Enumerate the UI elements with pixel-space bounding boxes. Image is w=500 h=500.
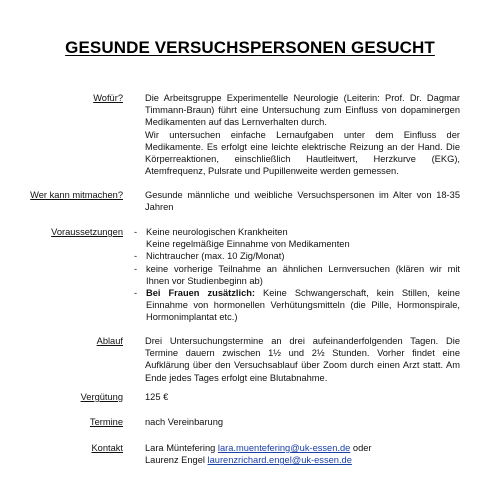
list-item bbox=[134, 263, 460, 287]
req-women-text: Keine Schwangerschaft, kein Stillen, keine Einnahme von hormonellen Verhütungsmitteln (die Pille, Hormonspirale, Hormonimplantat etc.) bbox=[146, 288, 460, 323]
list-item bbox=[134, 226, 460, 250]
content-ablauf: Drei Untersuchungstermine an drei aufeinanderfolgenden Tagen. Die Termine dauern zwischen 1½ und 2½ Stunden. Vorher findet eine Aufklärung über den Versuchsablauf über Zoom durch einen Arzt statt. Am Ende jedes Tages erfolgt eine Blutabnahme. bbox=[145, 336, 460, 383]
content-kontakt bbox=[145, 442, 460, 466]
req-no-neuro: Keine neurologischen Krankheiten bbox=[146, 227, 288, 237]
voraussetzungen-list bbox=[134, 226, 460, 324]
page-title: GESUNDE VERSUCHSPERSONEN GESUCHT bbox=[65, 38, 435, 57]
bullet-dash: - bbox=[134, 288, 138, 299]
bullet-dash: - bbox=[134, 251, 138, 262]
label-wer: Wer kann mitmachen? bbox=[30, 190, 123, 200]
content-termine: nach Vereinbarung bbox=[145, 417, 224, 427]
wofuer-paragraph-1: Die Arbeitsgruppe Experimentelle Neurologie (Leiterin: Prof. Dr. Dagmar Timmann-Braun) führt eine Untersuchung zum Einfluss von dopaminergen Medikamenten auf das Lernverhalten durch. bbox=[145, 93, 460, 128]
label-wofuer: Wofür? bbox=[93, 93, 123, 103]
bullet-dash: - bbox=[134, 227, 138, 237]
label-ablauf: Ablauf bbox=[96, 336, 123, 346]
contact-oder: oder bbox=[350, 443, 372, 453]
req-nonsmoker: Nichtraucher (max. 10 Zig/Monat) bbox=[146, 251, 285, 262]
content-wofuer bbox=[145, 92, 460, 177]
content-wer: Gesunde männliche und weibliche Versuchspersonen im Alter von 18-35 Jahren bbox=[145, 190, 460, 213]
label-verguetung: Vergütung bbox=[80, 392, 123, 402]
label-termine: Termine bbox=[89, 417, 123, 427]
list-item bbox=[134, 287, 460, 324]
req-no-meds: Keine regelmäßige Einnahme von Medikamenten bbox=[146, 239, 350, 250]
contact-name-1: Lara Müntefering bbox=[145, 443, 218, 453]
list-item bbox=[134, 250, 460, 262]
req-women-label: Bei Frauen zusätzlich: bbox=[146, 288, 256, 299]
contact-email-link-2[interactable]: laurenzrichard.engel@uk-essen.de bbox=[207, 455, 352, 466]
req-no-prior: keine vorherige Teilnahme an ähnlichen Lernversuchen (klären wir mit Ihnen vor Studienbeginn ab) bbox=[146, 263, 460, 286]
contact-email-link-1[interactable]: lara.muentefering@uk-essen.de bbox=[217, 443, 351, 453]
content-verguetung: 125 € bbox=[145, 392, 169, 402]
label-voraussetzungen: Voraussetzungen bbox=[51, 227, 123, 237]
label-kontakt: Kontakt bbox=[91, 443, 123, 453]
bullet-dash: - bbox=[134, 263, 138, 274]
contact-name-2: Laurenz Engel bbox=[145, 455, 208, 466]
wofuer-paragraph-2: Wir untersuchen einfache Lernaufgaben unter dem Einfluss der Medikamente. Es erfolgt eine leichte elektrische Reizung an der Hand. Die Körperreaktionen, einschließlich Hautleitwert, Herzkurve (EKG), Atemfrequenz, Pulsrate und Pupillenweite werden gemessen. bbox=[145, 129, 460, 177]
